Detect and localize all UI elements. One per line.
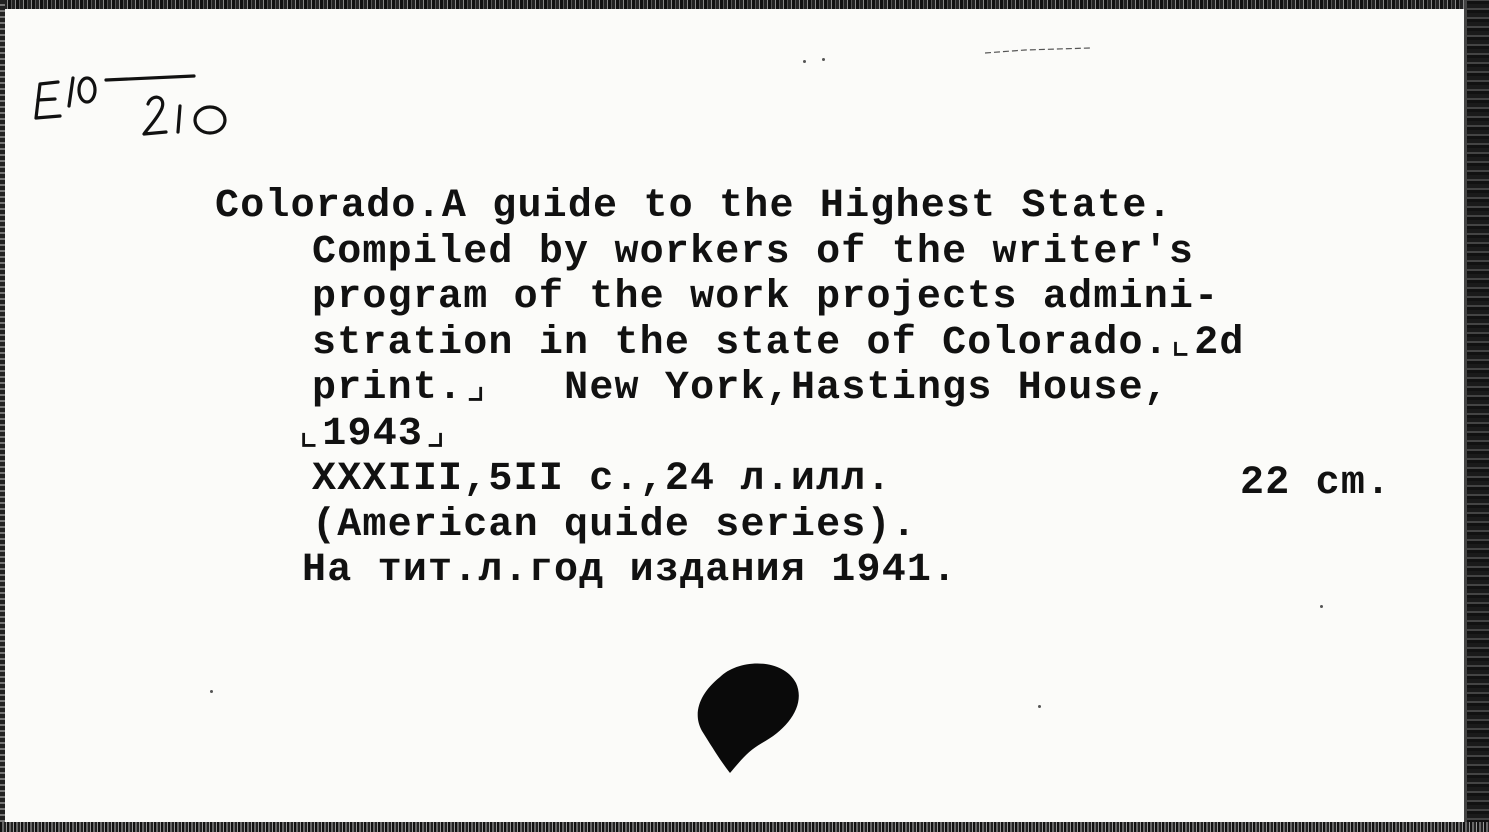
punch-hole [690,655,805,775]
scan-speck [1038,705,1041,708]
scan-speck [210,690,213,693]
entry-line: stration in the state of Colorado.⌞2d [312,320,1245,366]
scan-speck [822,58,825,61]
title-line: Colorado.A guide to the Highest State. [215,184,1173,229]
entry-line: (American quide series). [312,502,917,548]
pencil-dash [985,42,1090,50]
entry-line: ⌞1943⌟ [297,411,449,457]
scan-edge-bottom [0,822,1489,832]
call-number-drawing [30,60,260,150]
entry-line: Compiled by workers of the writer's [312,229,1195,275]
scan-speck [1320,605,1323,608]
scan-edge-right [1467,0,1489,832]
entry-line: На тит.л.год издания 1941. [302,548,958,593]
entry-line: XXXIII,5II c.,24 л.илл. [312,457,892,502]
size-field: 22 cm. [1240,461,1392,506]
entry-line: program of the work projects admini- [312,275,1220,320]
scan-edge-top [0,0,1489,9]
entry-line: print.⌟ New York,Hastings House, [312,366,1170,411]
scan-speck [803,60,806,63]
handwritten-call-number [30,60,260,150]
scan-edge-left [0,0,5,832]
catalog-entry [215,184,1435,594]
